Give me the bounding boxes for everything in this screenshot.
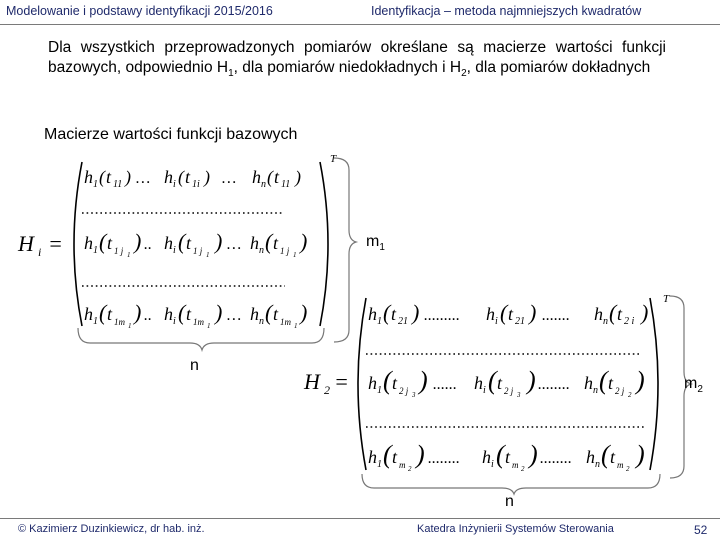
section-subheading: Macierze wartości funkcji bazowych bbox=[44, 126, 298, 143]
svg-text:2: 2 bbox=[626, 465, 630, 473]
svg-text:h: h bbox=[250, 233, 259, 253]
svg-text:i: i bbox=[38, 245, 42, 259]
svg-text:): ) bbox=[416, 440, 425, 469]
svg-text:i: i bbox=[495, 316, 498, 327]
footer-department: Katedra Inżynierii Systemów Sterowania bbox=[417, 523, 614, 535]
svg-text:1: 1 bbox=[377, 459, 382, 470]
svg-text:=: = bbox=[334, 369, 349, 394]
svg-text:): ) bbox=[134, 300, 142, 325]
svg-text:(: ( bbox=[601, 440, 610, 469]
svg-text:h: h bbox=[84, 233, 93, 253]
svg-text:h: h bbox=[584, 373, 593, 393]
header-course-title: Modelowanie i podstawy identyfikacji 2015/2016 bbox=[6, 4, 273, 18]
svg-text:........: ........ bbox=[540, 450, 572, 467]
svg-text:1: 1 bbox=[294, 322, 298, 330]
svg-text:h: h bbox=[84, 304, 93, 324]
footer-divider bbox=[0, 518, 720, 519]
svg-text:H: H bbox=[304, 369, 320, 394]
svg-text:): ) bbox=[419, 366, 428, 395]
svg-text:1m: 1m bbox=[280, 317, 291, 327]
svg-text:): ) bbox=[412, 300, 420, 325]
svg-text:): ) bbox=[529, 300, 537, 325]
svg-text:(: ( bbox=[496, 440, 505, 469]
svg-text:1: 1 bbox=[93, 245, 98, 256]
svg-text:2: 2 bbox=[324, 383, 330, 397]
svg-text:(: ( bbox=[609, 300, 617, 325]
svg-text:t: t bbox=[392, 373, 398, 393]
svg-text:n: n bbox=[595, 459, 600, 470]
svg-text:t: t bbox=[391, 304, 397, 324]
svg-text:t: t bbox=[392, 447, 398, 467]
svg-text:): ) bbox=[529, 440, 538, 469]
svg-text:(: ( bbox=[383, 300, 391, 325]
svg-text:t: t bbox=[106, 167, 112, 187]
svg-text:1: 1 bbox=[377, 316, 382, 327]
svg-text:h: h bbox=[164, 233, 173, 253]
svg-text:..: .. bbox=[144, 307, 152, 324]
svg-text:2: 2 bbox=[521, 465, 525, 473]
svg-text:(: ( bbox=[383, 440, 392, 469]
svg-text:3: 3 bbox=[412, 391, 416, 399]
svg-text:): ) bbox=[215, 300, 223, 325]
svg-text:1 j: 1 j bbox=[114, 246, 124, 256]
svg-text:t: t bbox=[274, 167, 280, 187]
label-m2: $m_2$ bbox=[684, 375, 703, 396]
svg-text:h: h bbox=[368, 447, 377, 467]
svg-text:t: t bbox=[617, 304, 623, 324]
svg-text:h: h bbox=[594, 304, 603, 324]
brace-m1 bbox=[334, 158, 356, 342]
svg-text:(: ( bbox=[267, 167, 273, 187]
svg-text:h: h bbox=[586, 447, 595, 467]
svg-text:3: 3 bbox=[517, 391, 521, 399]
svg-text:=: = bbox=[48, 231, 63, 256]
svg-text:11: 11 bbox=[281, 179, 291, 190]
svg-text:(: ( bbox=[265, 300, 273, 325]
svg-text:i: i bbox=[173, 179, 176, 190]
svg-text:11: 11 bbox=[113, 179, 123, 190]
svg-text:......: ...... bbox=[433, 376, 457, 393]
svg-text:n: n bbox=[259, 245, 264, 256]
svg-text:H: H bbox=[18, 231, 34, 256]
svg-text:): ) bbox=[300, 300, 308, 325]
svg-text:(: ( bbox=[99, 167, 105, 187]
svg-text:i: i bbox=[173, 245, 176, 256]
svg-text:1: 1 bbox=[127, 251, 131, 259]
svg-text:h: h bbox=[486, 304, 495, 324]
svg-text:t: t bbox=[107, 233, 113, 253]
svg-text:t: t bbox=[608, 373, 614, 393]
svg-text:i: i bbox=[173, 316, 176, 327]
svg-text:1: 1 bbox=[93, 179, 98, 190]
svg-text:m: m bbox=[399, 460, 406, 470]
svg-text:T: T bbox=[663, 293, 670, 305]
svg-text:): ) bbox=[636, 440, 645, 469]
svg-text:t: t bbox=[497, 373, 503, 393]
svg-text:): ) bbox=[636, 366, 645, 395]
svg-text:…: … bbox=[222, 170, 237, 187]
svg-text:…: … bbox=[227, 307, 242, 324]
svg-text:t: t bbox=[186, 233, 192, 253]
matrix-h2 bbox=[303, 293, 670, 473]
svg-text:): ) bbox=[215, 229, 223, 254]
svg-text:2 j: 2 j bbox=[399, 386, 409, 396]
header-topic-title: Identyfikacja – metoda najmniejszych kwadratów bbox=[371, 4, 642, 18]
svg-text:1m: 1m bbox=[114, 317, 125, 327]
page-number: 52 bbox=[694, 523, 708, 537]
svg-text:i: i bbox=[491, 459, 494, 470]
svg-text:(: ( bbox=[500, 300, 508, 325]
svg-text:2 i: 2 i bbox=[624, 316, 635, 327]
svg-text:T: T bbox=[330, 153, 337, 165]
svg-text:(: ( bbox=[178, 229, 186, 254]
brace-n1 bbox=[78, 328, 324, 350]
svg-text:t: t bbox=[508, 304, 514, 324]
svg-text:2 j: 2 j bbox=[615, 386, 625, 396]
svg-text:h: h bbox=[84, 167, 93, 187]
svg-text:): ) bbox=[125, 167, 131, 187]
svg-text:h: h bbox=[368, 304, 377, 324]
svg-text:..: .. bbox=[144, 236, 152, 253]
svg-text:2: 2 bbox=[628, 391, 632, 399]
svg-text:t: t bbox=[505, 447, 511, 467]
label-n1: n bbox=[190, 357, 199, 374]
svg-text:1: 1 bbox=[207, 322, 211, 330]
svg-text:h: h bbox=[474, 373, 483, 393]
svg-text:.......: ....... bbox=[542, 307, 570, 324]
svg-text:): ) bbox=[300, 229, 308, 254]
svg-text:2: 2 bbox=[408, 465, 412, 473]
svg-text:m: m bbox=[617, 460, 624, 470]
svg-text:(: ( bbox=[488, 366, 497, 395]
label-m1: $m_1$ bbox=[366, 233, 385, 254]
svg-text:1: 1 bbox=[377, 385, 382, 396]
label-n2: n bbox=[505, 493, 514, 510]
svg-text:.........: ......... bbox=[424, 307, 460, 324]
svg-text:i: i bbox=[483, 385, 486, 396]
svg-text:1m: 1m bbox=[193, 317, 204, 327]
svg-text:h: h bbox=[164, 167, 173, 187]
svg-text:): ) bbox=[295, 167, 301, 187]
svg-text:t: t bbox=[107, 304, 113, 324]
svg-text:): ) bbox=[204, 167, 210, 187]
svg-text:1 j: 1 j bbox=[280, 246, 290, 256]
svg-text:…: … bbox=[136, 170, 151, 187]
svg-text:t: t bbox=[273, 304, 279, 324]
svg-text:1: 1 bbox=[128, 322, 132, 330]
svg-text:n: n bbox=[261, 179, 266, 190]
svg-text:........: ........ bbox=[538, 376, 570, 393]
svg-text:h: h bbox=[252, 167, 261, 187]
svg-text:h: h bbox=[368, 373, 377, 393]
svg-text:(: ( bbox=[178, 300, 186, 325]
svg-text:1: 1 bbox=[206, 251, 210, 259]
svg-text:(: ( bbox=[178, 167, 184, 187]
svg-text:1i: 1i bbox=[192, 179, 200, 190]
brace-n2 bbox=[362, 474, 660, 494]
svg-text:n: n bbox=[603, 316, 608, 327]
svg-text:h: h bbox=[482, 447, 491, 467]
svg-text:t: t bbox=[273, 233, 279, 253]
svg-text:h: h bbox=[250, 304, 259, 324]
svg-text:): ) bbox=[641, 300, 649, 325]
svg-text:2 j: 2 j bbox=[504, 386, 514, 396]
svg-text:n: n bbox=[593, 385, 598, 396]
footer-author: © Kazimierz Duzinkiewicz, dr hab. inż. bbox=[18, 523, 205, 535]
svg-text:1: 1 bbox=[93, 316, 98, 327]
svg-text:21: 21 bbox=[398, 316, 408, 327]
svg-text:(: ( bbox=[99, 229, 107, 254]
svg-text:........: ........ bbox=[428, 450, 460, 467]
svg-text:): ) bbox=[134, 229, 142, 254]
svg-text:21: 21 bbox=[515, 316, 525, 327]
svg-text:(: ( bbox=[99, 300, 107, 325]
svg-text:m: m bbox=[512, 460, 519, 470]
svg-text:n: n bbox=[259, 316, 264, 327]
svg-text:t: t bbox=[185, 167, 191, 187]
svg-text:(: ( bbox=[265, 229, 273, 254]
svg-text:…: … bbox=[227, 236, 242, 253]
svg-text:t: t bbox=[186, 304, 192, 324]
svg-text:1: 1 bbox=[293, 251, 297, 259]
svg-text:(: ( bbox=[383, 366, 392, 395]
svg-text:h: h bbox=[164, 304, 173, 324]
svg-text:): ) bbox=[527, 366, 536, 395]
intro-paragraph: Dla wszystkich przeprowadzonych pomiarów określane są macierze wartości funkcji bazowych, odpowiednio $H_1$, dla pomiarów niedokładnych i $H_2$, dla pomiarów dokładnych bbox=[48, 39, 666, 80]
svg-text:t: t bbox=[610, 447, 616, 467]
svg-text:1 j: 1 j bbox=[193, 246, 203, 256]
matrix-h1 bbox=[17, 153, 337, 330]
svg-text:(: ( bbox=[599, 366, 608, 395]
